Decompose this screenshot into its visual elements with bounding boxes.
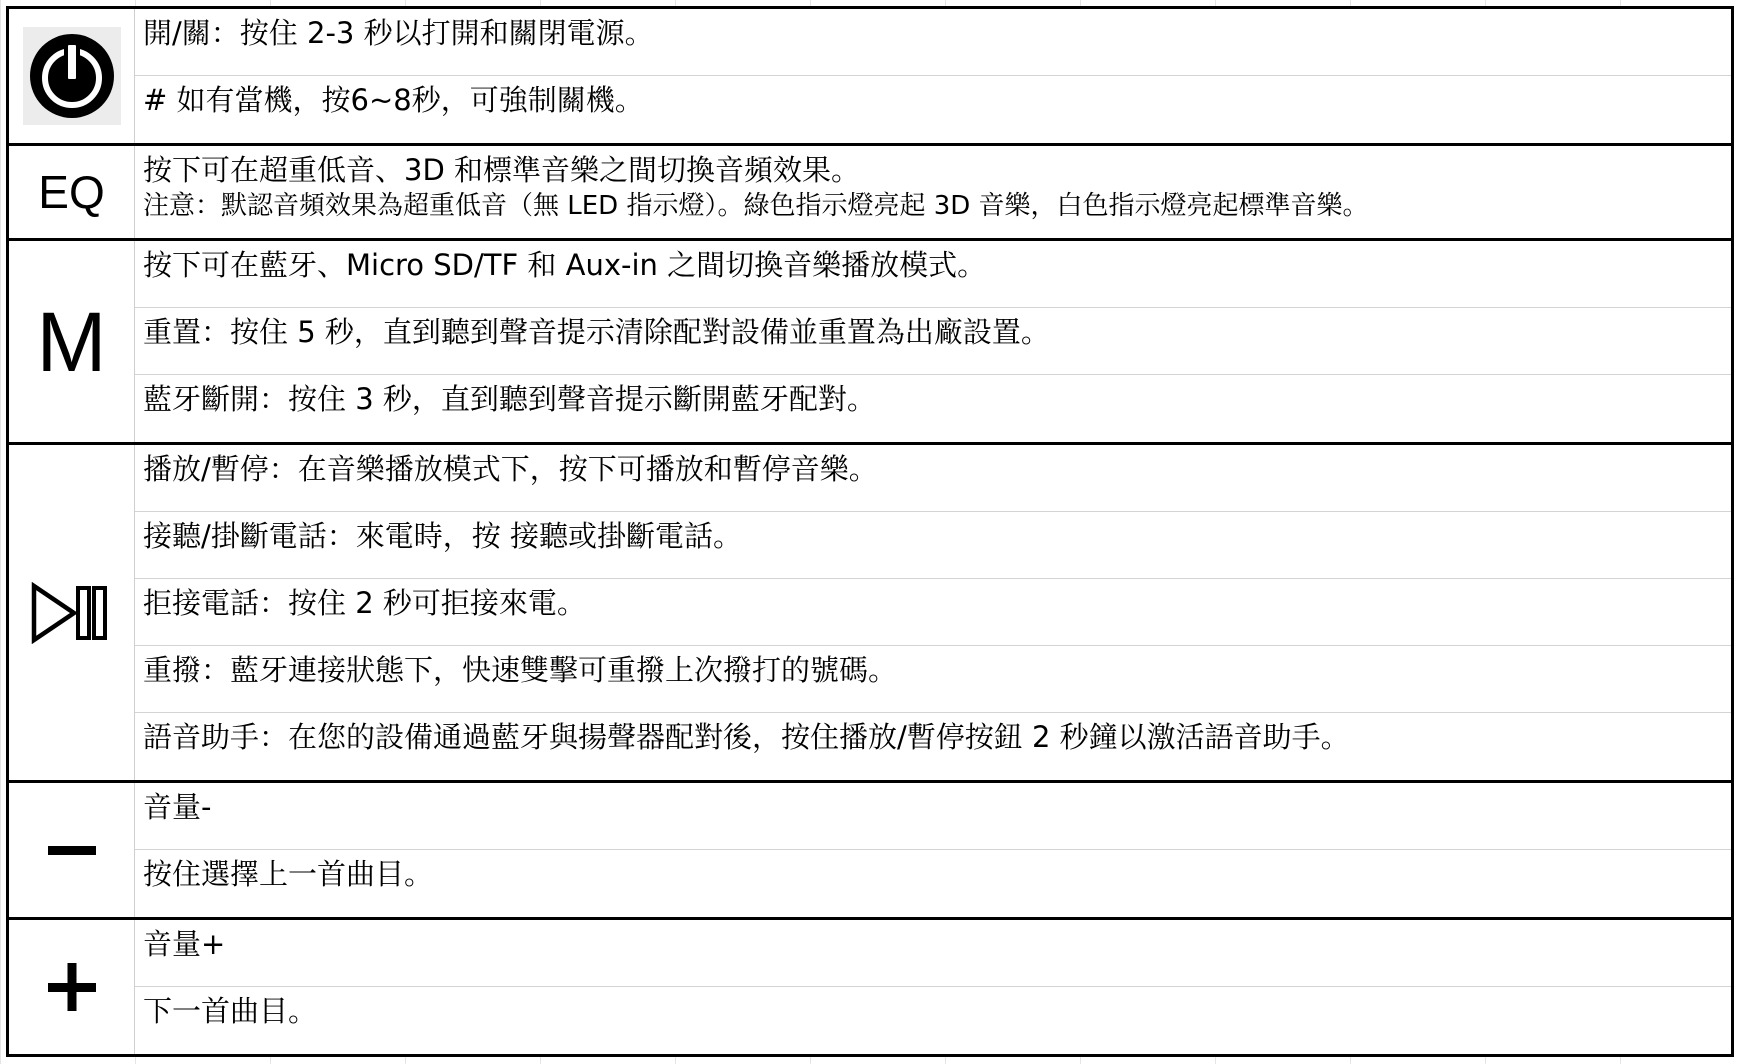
mode-rows: [135, 241, 1731, 442]
mode-row-1: 按下可在藍牙、Micro SD/TF 和 Aux-in 之間切換音樂播放模式。: [135, 241, 1731, 308]
mode-row-2: 重置：按住 5 秒，直到聽到聲音提示清除配對設備並重置為出廠設置。: [135, 308, 1731, 375]
icon-cell-mode: [9, 241, 135, 442]
section-play-pause: [9, 445, 1731, 783]
volume-down-row-1: 音量-: [135, 783, 1731, 850]
play-row-1: 播放/暫停：在音樂播放模式下，按下可播放和暫停音樂。: [135, 445, 1731, 512]
volume-down-row-2: 按住選擇上一首曲目。: [143, 857, 434, 891]
button-function-table: [6, 6, 1734, 1057]
eq-icon: EQ: [38, 166, 105, 218]
power-icon-tile: [23, 27, 121, 125]
power-icon: [27, 31, 117, 121]
volume-up-row-1: 音量+: [135, 920, 1731, 987]
plus-icon: [42, 957, 102, 1017]
icon-cell-play-pause: [9, 445, 135, 780]
play-row-4: 重撥：藍牙連接狀態下，快速雙擊可重撥上次撥打的號碼。: [135, 646, 1731, 713]
volume-up-rows: [135, 920, 1731, 1054]
minus-icon: [42, 820, 102, 880]
section-mode: [9, 241, 1731, 445]
mode-row-3: 藍牙斷開：按住 3 秒，直到聽到聲音提示斷開藍牙配對。: [143, 382, 876, 416]
play-pause-icon: [30, 582, 114, 644]
power-row-2: # 如有當機，按6~8秒，可強制關機。: [143, 83, 644, 117]
power-row-1: 開/關：按住 2-3 秒以打開和關閉電源。: [135, 9, 1731, 76]
volume-down-rows: [135, 783, 1731, 917]
volume-up-row-2: 下一首曲目。: [143, 994, 318, 1028]
play-row-3: 拒接電話：按住 2 秒可拒接來電。: [135, 579, 1731, 646]
mode-icon: M: [36, 294, 107, 389]
eq-row-1: 按下可在超重低音、3D 和標準音樂之間切換音頻效果。: [143, 153, 861, 187]
section-eq: [9, 146, 1731, 241]
play-row-2: 接聽/掛斷電話：來電時，按 接聽或掛斷電話。: [135, 512, 1731, 579]
eq-rows: [135, 146, 1731, 238]
icon-cell-power: [9, 9, 135, 143]
power-rows: [135, 9, 1731, 143]
section-power: [9, 9, 1731, 146]
section-volume-up: [9, 920, 1731, 1057]
play-row-5: 語音助手：在您的設備通過藍牙與揚聲器配對後，按住播放/暫停按鈕 2 秒鐘以激活語音助手。: [143, 720, 1350, 754]
icon-cell-volume-up: [9, 920, 135, 1054]
play-pause-rows: [135, 445, 1731, 780]
icon-cell-volume-down: [9, 783, 135, 917]
icon-cell-eq: [9, 146, 135, 238]
section-volume-down: [9, 783, 1731, 920]
eq-note: 注意：默認音頻效果為超重低音（無 LED 指示燈）。綠色指示燈亮起 3D 音樂，白色指示燈亮起標準音樂。: [143, 191, 1369, 221]
